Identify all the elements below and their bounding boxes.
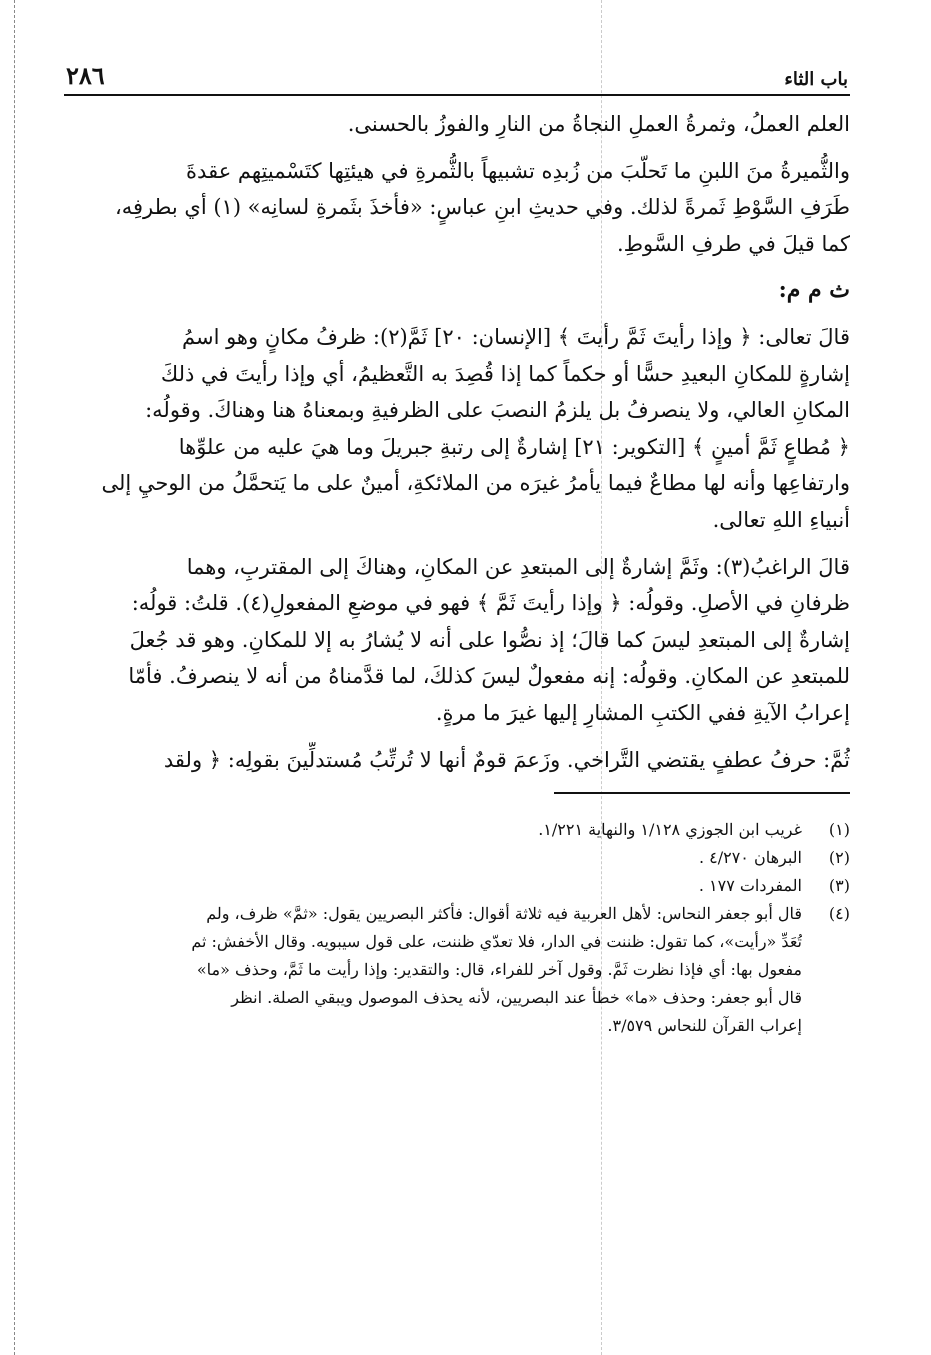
footnote-number: (٤)	[828, 904, 850, 924]
paragraph-5	[64, 742, 850, 779]
footnote-number: (٢)	[828, 848, 850, 868]
text-line: وارتفاعِها وأنه لها مطاعٌ فيما يأمرُ غيرَه من الملائكةِ، أمينٌ على ما يَتحمَّلُ من الوحيِ إلى	[101, 471, 850, 496]
footnote-line: قال أبو جعفر النحاس: لأهل العربية فيه ثلاثة أقوال: فأكثر البصريين يقول: «ثمَّ» ظرف، ولم	[206, 904, 802, 924]
footnote-line: البرهان ٤/٢٧٠ .	[698, 848, 802, 868]
footnote-line: إعراب القرآن للنحاس ٣/٥٧٩.	[607, 1016, 802, 1036]
footnote-line: غريب ابن الجوزي ١/١٢٨ والنهاية ١/٢٢١.	[538, 820, 802, 840]
text-line: والثُّميرةُ منَ اللبنِ ما تَحلّبَ من زُبدِه تشبيهاً بالثُّمرةِ في هيئتِها كتَسْميتِهم عقدةَ	[186, 158, 850, 183]
text-line: قالَ الراغبُ(٣): وثَمَّ إشارةٌ إلى المبتعدِ عن المكانِ، وهناكَ إلى المقتربِ، وهما	[186, 554, 850, 579]
text-line: ثُمَّ: حرفُ عطفٍ يقتضي التَّراخي. وزَعمَ قومٌ أنها لا تُرتِّبُ مُستدلِّينَ بقولِه: ﴿ ولقد	[163, 747, 850, 772]
footnote-line: تُعَدِّ «رأيت»، كما تقول: ظننت في الدار، فلا تعدّي ظننت، على قول سيبويه. وقال الأخفش: ثم	[191, 932, 802, 952]
footnote-text	[64, 816, 802, 844]
footnote-1	[64, 816, 850, 844]
text-line: إشارةٍ للمكانِ البعيدِ حسًّا أو حكماً كما إذا قُصِدَ به التَّعظيمُ، أي وإذا رأيتَ في ذلكَ	[160, 361, 850, 386]
paragraph-4	[64, 549, 850, 732]
footnote-4	[64, 900, 850, 1040]
paragraph-2	[64, 153, 850, 263]
text-line: ظرفانِ في الأصلِ. وقولُه: ﴿ وإذا رأيتَ ثَمَّ ﴾ فهو في موضعِ المفعولِ(٤). قلتُ: قولُه:	[131, 591, 850, 616]
text-line: إشارةٌ إلى المبتعدِ ليسَ كما قالَ؛ إذ نصُّوا على أنه لا يُشارُ به إلا للمكانِ. وهو قد جُعلَ	[129, 627, 850, 652]
text-line: أنبياءِ اللهِ تعالى.	[712, 507, 850, 532]
page-header	[64, 60, 850, 96]
text-line: للمبتعدِ عن المكانِ. وقولُه: إنه مفعولٌ ليسَ كذلكَ، لما قدَّمناهُ من أنه لا ينصرفُ. فأمّا	[128, 664, 850, 689]
footnote-2	[64, 844, 850, 872]
text-line: العلم العملُ، وثمرةُ العملِ النجاةُ من النارِ والفوزُ بالحسنى.	[347, 112, 850, 136]
book-page	[64, 60, 850, 1040]
paragraph-3	[64, 319, 850, 539]
text-line: كما قيلَ في طرفِ السَّوطِ.	[616, 231, 850, 256]
footnote-3	[64, 872, 850, 900]
footnote-text	[64, 844, 802, 872]
main-text	[64, 96, 850, 778]
running-title: باب الثاء	[784, 69, 848, 90]
footnote-line: المفردات ١٧٧ .	[698, 876, 802, 896]
footnote-line: مفعول بها: أي فإذا نظرت ثَمَّ. وقول آخر للفراء، قال: والتقدير: وإذا رأيت ما ثَمَّ، وحذف «ما»	[196, 960, 802, 980]
text-line: طَرَفِ السَّوْطِ ثَمرةً لذلك. وفي حديثِ ابنِ عباسٍ: «فأخذَ بثَمرةِ لسانِه» (١) أي بطرفِه،	[114, 195, 850, 220]
footnote-text	[64, 872, 802, 900]
footnotes	[64, 794, 850, 1040]
footnote-number: (٣)	[828, 876, 850, 896]
text-line: ﴿ مُطاعٍ ثَمَّ أمينٍ ﴾ [التكوير: ٢١] إشارةٌ إلى رتبةِ جبريلَ وما هيَ عليه من علوِّها	[178, 434, 850, 459]
text-line: المكانِ العالي، ولا ينصرفُ بل يلزمُ النصبَ على الظرفيةِ وبمعناهُ هنا وهناكَ. وقولُه:	[145, 398, 850, 423]
entry-heading: ث م م:	[778, 277, 850, 304]
text-line: قالَ تعالى: ﴿ وإذا رأيتَ ثَمَّ رأيتَ ﴾ [الإنسان: ٢٠] ثَمَّ(٢): ظرفُ مكانٍ وهو اسمُ	[182, 324, 850, 349]
footnote-text	[64, 900, 802, 1040]
footnote-line: قال أبو جعفر: وحذف «ما» خطأ عند البصريين، لأنه يحذف الموصول ويبقي الصلة. انظر	[231, 988, 802, 1008]
footnote-number: (١)	[828, 820, 850, 840]
binding-edge	[14, 0, 15, 1355]
page-number: ٢٨٦	[66, 61, 105, 90]
paragraph-1	[64, 106, 850, 143]
text-line: إعرابُ الآيةِ ففي الكتبِ المشارِ إليها غيرَ ما مرةٍ.	[435, 700, 850, 725]
